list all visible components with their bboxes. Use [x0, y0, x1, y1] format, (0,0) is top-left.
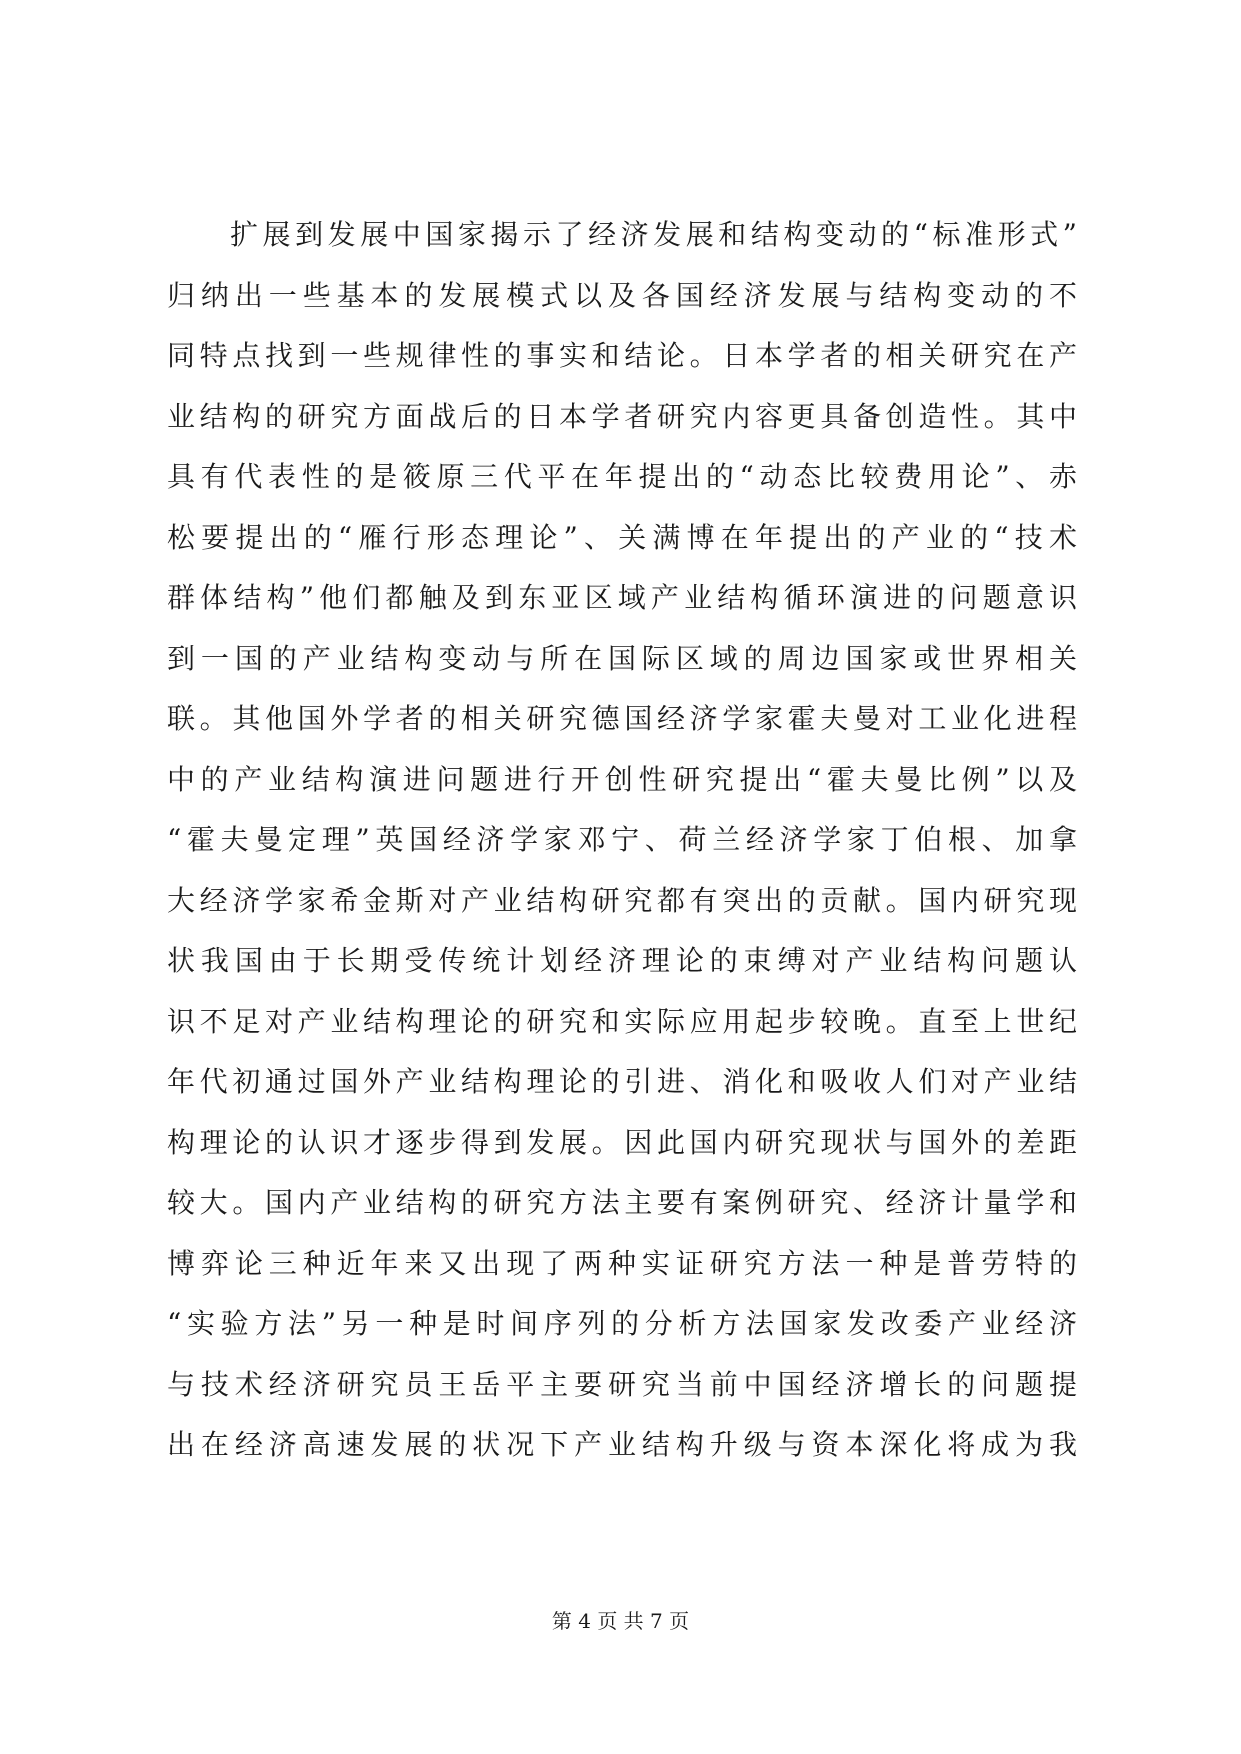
text-line: 构理论的认识才逐步得到发展。因此国内研究现状与国外的差距 — [167, 1125, 1077, 1159]
text-line: 具有代表性的是筱原三代平在年提出的“动态比较费用论”、赤 — [167, 460, 1077, 493]
text-line: 群体结构”他们都触及到东亚区域产业结构循环演进的问题意识 — [167, 581, 1077, 614]
text-line: 年代初通过国外产业结构理论的引进、消化和吸收人们对产业结 — [167, 1065, 1077, 1098]
text-line: “霍夫曼定理”英国经济学家邓宁、荷兰经济学家丁伯根、加拿 — [167, 823, 1077, 856]
text-line: 较大。国内产业结构的研究方法主要有案例研究、经济计量学和 — [167, 1186, 1077, 1219]
text-line: 状我国由于长期受传统计划经济理论的束缚对产业结构问题认 — [167, 944, 1077, 977]
text-line: 业结构的研究方面战后的日本学者研究内容更具备创造性。其中 — [167, 399, 1077, 433]
text-line: 同特点找到一些规律性的事实和结论。日本学者的相关研究在产 — [167, 339, 1077, 372]
text-line: 联。其他国外学者的相关研究德国经济学家霍夫曼对工业化进程 — [167, 702, 1077, 735]
text-line: “实验方法”另一种是时间序列的分析方法国家发改委产业经济 — [167, 1307, 1077, 1340]
page-number-footer: 第 4 页 共 7 页 — [551, 1609, 690, 1633]
body-paragraph — [167, 205, 1077, 1476]
text-line: 出在经济高速发展的状况下产业结构升级与资本深化将成为我 — [167, 1428, 1077, 1461]
text-line: 松要提出的“雁行形态理论”、关满博在年提出的产业的“技术 — [167, 520, 1077, 554]
text-line: 中的产业结构演进问题进行开创性研究提出“霍夫曼比例”以及 — [167, 762, 1077, 796]
text-line: 扩展到发展中国家揭示了经济发展和结构变动的“标准形式” — [230, 218, 1077, 251]
text-line: 与技术经济研究员王岳平主要研究当前中国经济增长的问题提 — [167, 1367, 1077, 1401]
text-line: 识不足对产业结构理论的研究和实际应用起步较晚。直至上世纪 — [167, 1004, 1077, 1038]
text-line: 博弈论三种近年来又出现了两种实证研究方法一种是普劳特的 — [167, 1246, 1077, 1280]
text-line: 大经济学家希金斯对产业结构研究都有突出的贡献。国内研究现 — [167, 883, 1077, 917]
text-line: 到一国的产业结构变动与所在国际区域的周边国家或世界相关 — [167, 641, 1077, 675]
text-line: 归纳出一些基本的发展模式以及各国经济发展与结构变动的不 — [167, 278, 1077, 312]
